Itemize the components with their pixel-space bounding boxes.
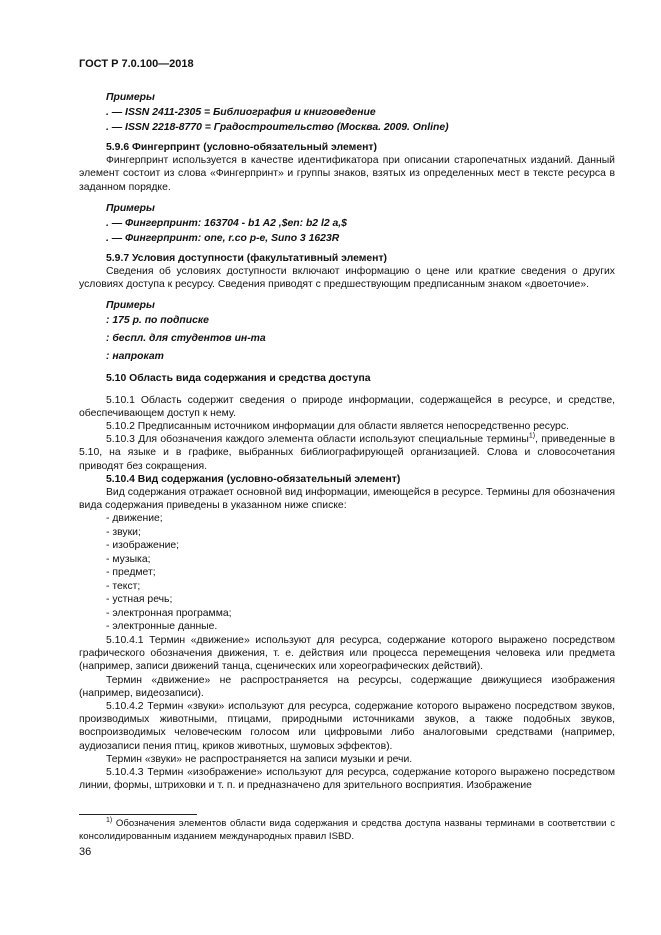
section-heading: 5.10.4 Вид содержания (условно-обязательный элемент) — [106, 473, 401, 485]
paragraph: Термин «звуки» не распространяется на записи музыки и речи. — [106, 753, 413, 765]
example-line: : напрокат — [106, 351, 164, 363]
paragraph: 5.10.4.3 Термин «изображение» используют для ресурса, содержание которого выражено посредством линии, формы, штриховки и т. п. и предназначено для зрительного восприятия. Изображение — [79, 766, 615, 792]
list-item: - электронная программа; — [106, 607, 615, 621]
paragraph: Вид содержания отражает основной вид информации, имеющейся в ресурсе. Термины для обозначения вида содержания приведены в указанном ниже списке: — [79, 487, 615, 512]
paragraph: 5.10.1 Область содержит сведения о природе информации, содержащейся в ресурсе, и средстве, обеспечивающем доступ к нему. — [79, 394, 615, 419]
example-line: : 175 р. по подписке — [106, 315, 209, 327]
paragraph: 5.10.4.2 Термин «звуки» используют для ресурса, содержание которого выражено посредством звуков, производимых животными, птицами, природными источниками звуков, а также подобных звуков, воспроизводимых человеческим голосом или цифровыми либо аналоговыми средствами (например, аудиозаписи пения птиц, криков животных, шумовых эффектов). — [79, 700, 615, 752]
paragraph-text: 5.10.3 Для обозначения каждого элемента области используют специальные термины — [106, 434, 529, 446]
footnote-mark: 1) — [106, 816, 113, 824]
footnote-divider — [79, 814, 197, 815]
paragraph — [79, 433, 615, 473]
paragraph: 5.10.2 Предписанным источником информации для области является непосредственно ресурс. — [106, 421, 569, 433]
list-item: - устная речь; — [106, 593, 615, 607]
footnote-ref: 1) — [528, 432, 536, 440]
example-line: . — Фингерпринт: one, r.co p-e, Suno 3 1623R — [106, 232, 340, 244]
example-line: . — ISSN 2218-8770 = Градостроительство (Москва. 2009. Online) — [106, 122, 449, 133]
examples-label: Примеры — [106, 92, 155, 103]
footnote — [79, 818, 615, 843]
paragraph-text: , приведенные в 5.10, на языке и в графике, выбранных библиографирующей организацией. Слова и словосочетания приводят без сокращения. — [79, 434, 615, 472]
list-item: - звуки; — [106, 526, 615, 540]
examples-label: Примеры — [106, 300, 155, 312]
examples-label: Примеры — [106, 202, 155, 214]
example-line: . — Фингерпринт: 163704 - b1 A2 ,$en: b2 l2 a,$ — [106, 217, 347, 229]
section-heading: 5.10 Область вида содержания и средства доступа — [106, 373, 371, 385]
section-heading: 5.9.6 Фингерпринт (условно-обязательный элемент) — [106, 142, 377, 153]
example-line: . — ISSN 2411-2305 = Библиография и книговедение — [106, 107, 376, 118]
page-number: 36 — [79, 846, 92, 858]
document-header: ГОСТ Р 7.0.100—2018 — [79, 58, 194, 70]
list-item: - движение; — [106, 512, 615, 526]
list-item: - электронные данные. — [106, 620, 615, 634]
page-body — [79, 82, 615, 792]
paragraph: Сведения об условиях доступности включают информацию о цене или краткие сведения о других условиях доступа к ресурсу. Сведения приводят с предшествующим предписанным знаком «двоеточие». — [79, 266, 615, 291]
list-item: - изображение; — [106, 539, 615, 553]
paragraph: Термин «движение» не распространяется на ресурсы, содержащие движущиеся изображения (например, видеозаписи). — [79, 674, 615, 699]
paragraph: Фингерпринт используется в качестве идентификатора при описании старопечатных изданий. Данный элемент состоит из слова «Фингерпринт» и группы знаков, взятых из определенных мест в тексте ресурса в заданном порядке. — [79, 155, 615, 193]
list-item: - предмет; — [106, 566, 615, 580]
section-heading: 5.9.7 Условия доступности (факультативный элемент) — [106, 252, 388, 264]
list-item: - музыка; — [106, 553, 615, 567]
paragraph: 5.10.4.1 Термин «движение» используют для ресурса, содержание которого выражено посредством графического обозначения движения, т. е. действия или процесса перемещения человека или предмета (например, записи движений танца, сценических или хореографических действий). — [79, 634, 615, 673]
example-line: : беспл. для студентов ин-та — [106, 333, 266, 345]
list-item: - текст; — [106, 580, 615, 594]
footnote-text: Обозначения элементов области вида содержания и средства доступа названы терминами в соответствии с консолидированным изданием международных правил ISBD. — [79, 818, 615, 842]
content-type-list — [79, 512, 615, 634]
